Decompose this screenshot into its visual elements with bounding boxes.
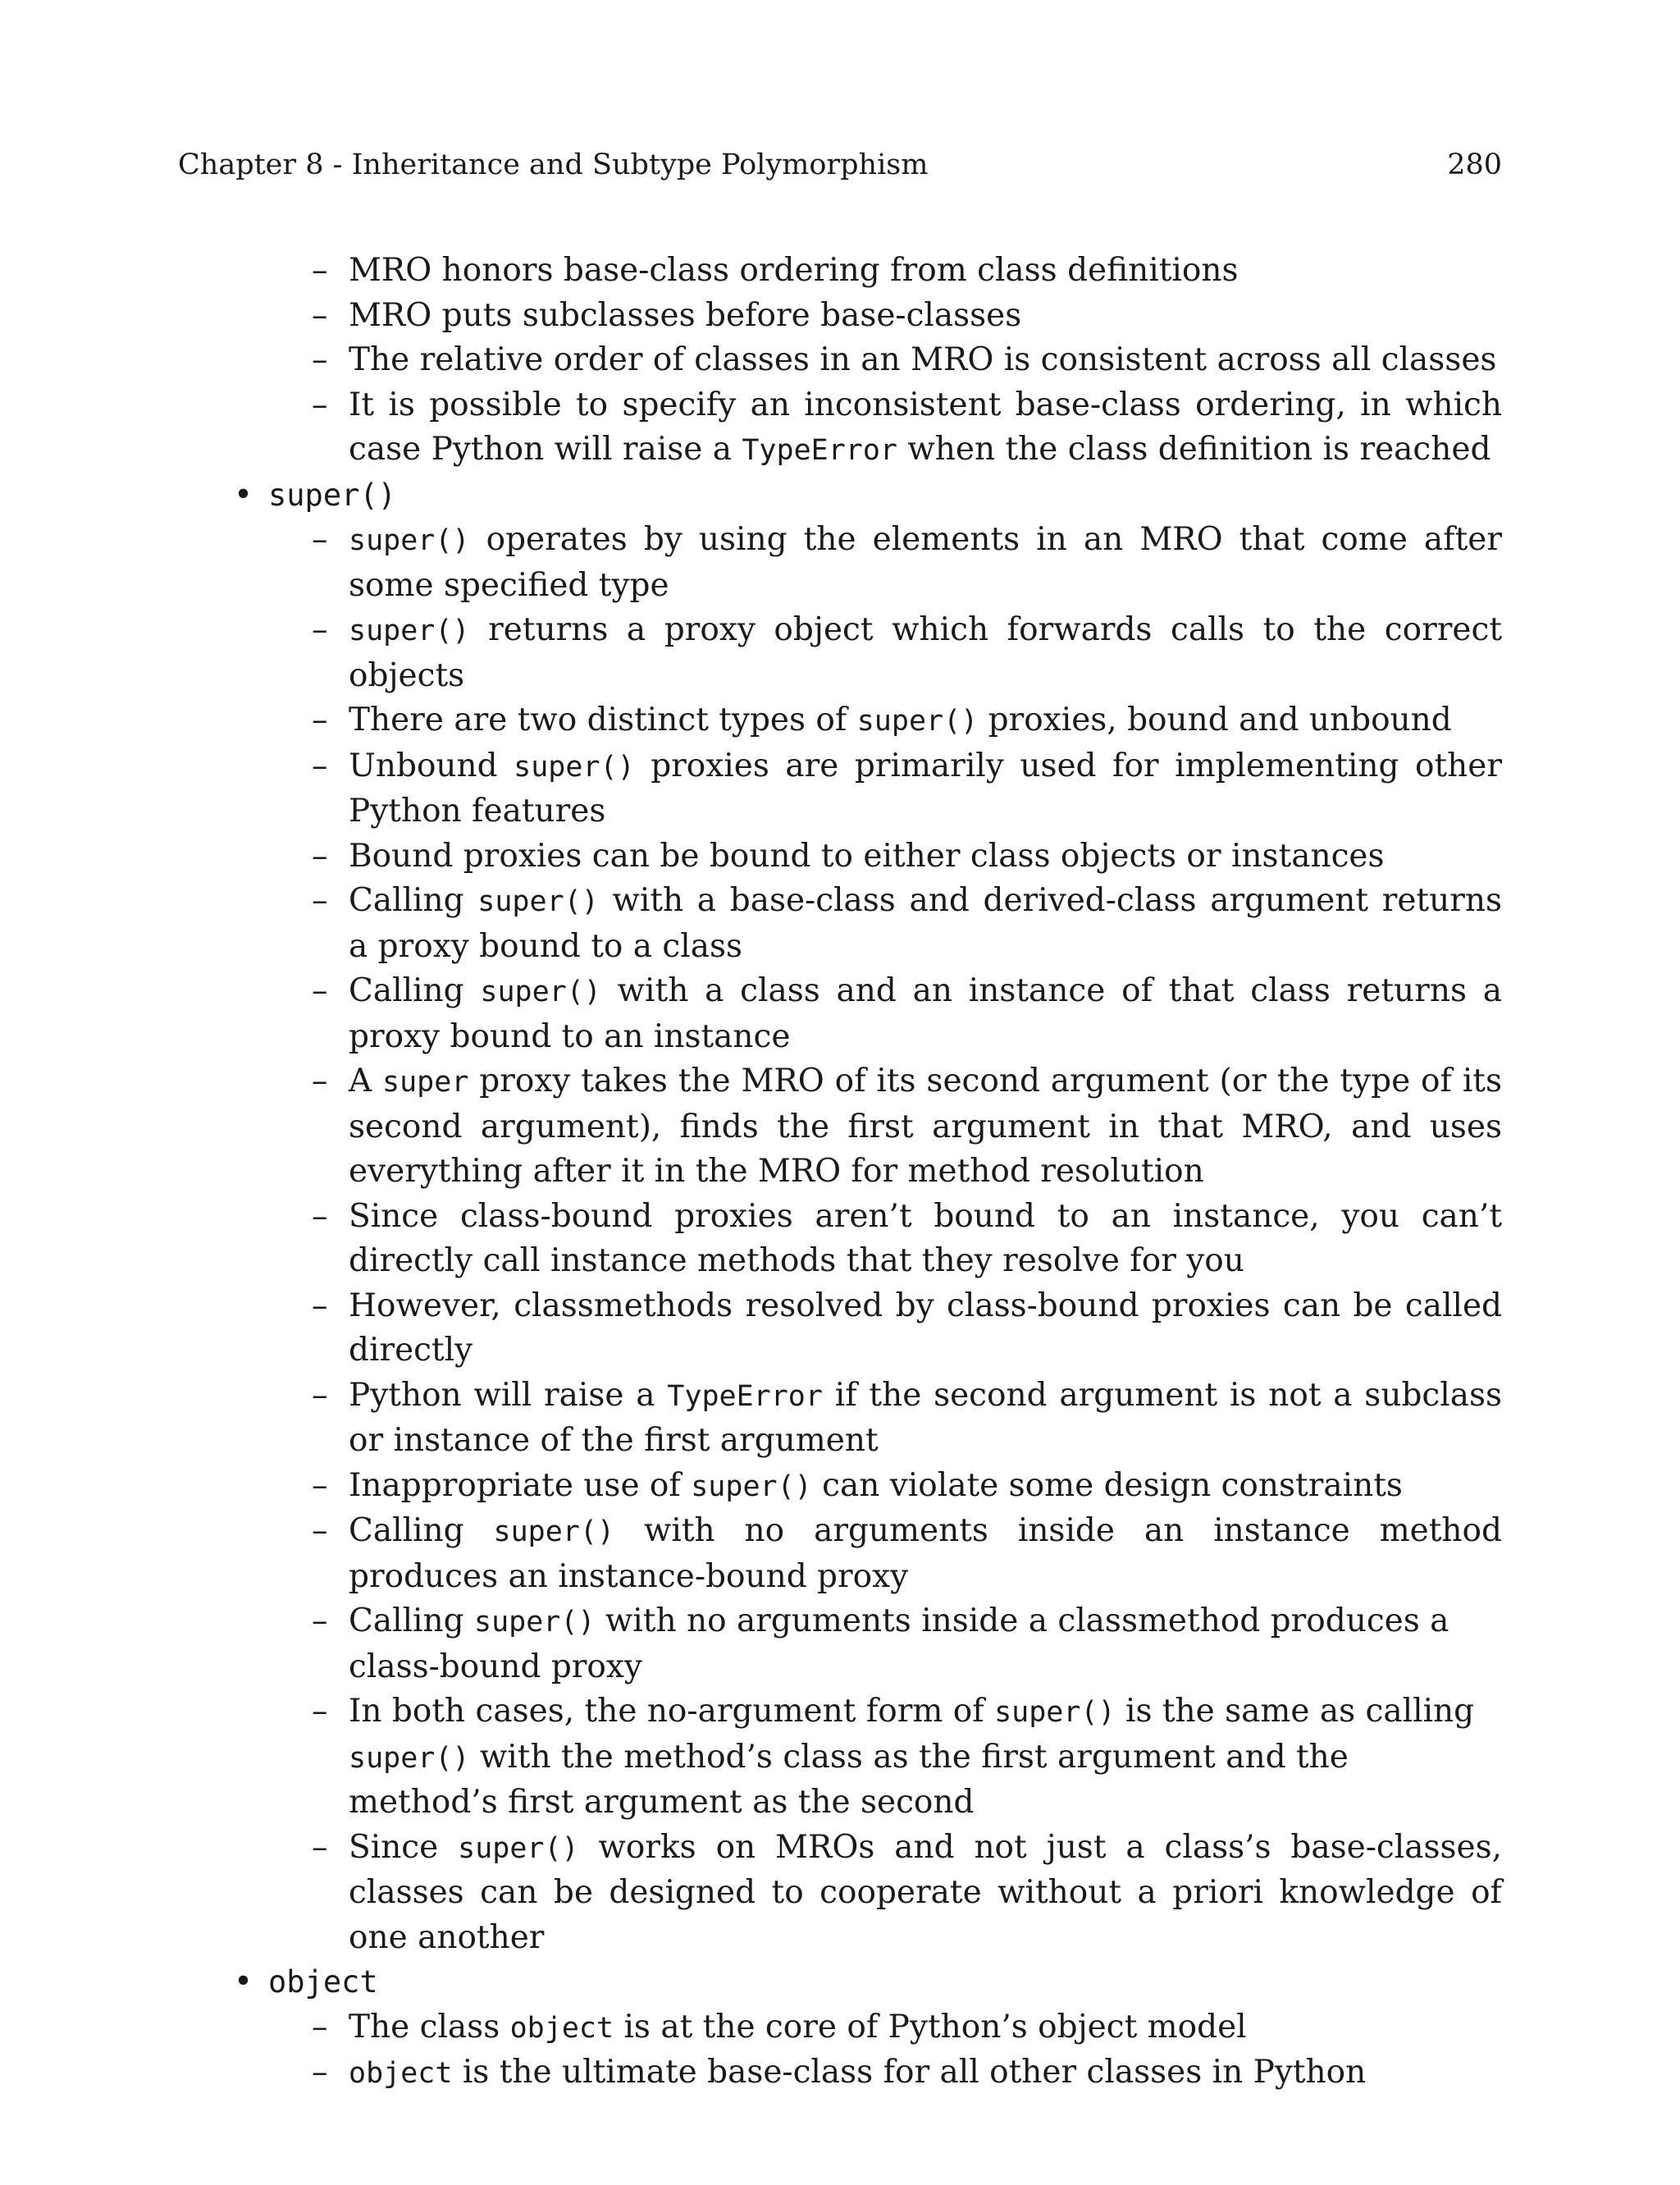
section-heading [234,1960,1502,2005]
item-text: Calling [349,1602,474,1639]
inline-code: super() [349,615,470,647]
dash-bullet-icon: – [312,2008,328,2046]
list-item [234,1689,1502,1826]
dash-bullet-icon: – [312,1466,328,1504]
inline-code: super() [480,976,601,1008]
inline-code: super() [477,885,599,918]
section-object [234,1960,1502,2096]
section-heading [234,473,1502,519]
chapter-title: Chapter 8 - Inheritance and Subtype Polymorphism [178,149,929,181]
list-item [234,2005,1502,2051]
dash-bullet-icon: – [312,1693,328,1730]
dash-bullet-icon: – [312,2054,328,2091]
inline-code: super() [856,705,979,738]
list-item [234,383,1502,473]
page-number: 280 [1447,149,1502,181]
inline-code: super [382,1066,469,1099]
section-super [234,473,1502,1961]
item-text: proxies, bound and unbound [978,702,1452,738]
inline-code: TypeError [667,1379,823,1413]
item-text: Calling [349,882,478,919]
item-text: Calling [349,972,481,1009]
item-text: if the second argument is not a subclass or instance of the first argument [349,1376,1502,1459]
item-text: operates by using the elements in an MRO that come after some specified type [349,521,1502,604]
item-text: with no arguments inside a classmethod produces a class-bound proxy [349,1602,1449,1685]
dash-bullet-icon: – [312,296,328,334]
item-text: MRO puts subclasses before base-classes [349,296,1022,334]
dash-bullet-icon: – [312,972,328,1009]
item-text: Python will raise a [349,1376,668,1414]
mro-sublist [234,249,1502,473]
section-title: object [268,1964,378,2000]
dash-bullet-icon: – [312,341,328,378]
item-text: Since class-bound proxies aren’t bound to an instance, you can’t directly call instance methods that they resolve for you [349,1197,1502,1279]
item-text: The relative order of classes in an MRO is consistent across all classes [349,341,1497,378]
inline-code: super() [349,524,470,557]
dash-bullet-icon: – [312,1197,328,1235]
dash-bullet-icon: – [312,882,328,919]
dash-bullet-icon: – [312,1602,328,1639]
inline-code: super() [474,1606,596,1639]
list-item [234,698,1502,744]
item-text: The class [349,2008,510,2046]
list-item [234,744,1502,834]
item-text: works on MROs and not just a class’s base-classes, classes can be designed to cooperate without a priori knowledge of one another [349,1828,1502,1956]
inline-code: object [349,2057,453,2090]
section-title: super() [268,477,396,513]
list-item [234,294,1502,339]
running-header [178,144,1502,185]
item-text: Since [349,1828,459,1866]
item-text: Unbound [349,747,514,784]
item-text: is the ultimate base-class for all other classes in Python [452,2054,1367,2091]
list-item [234,518,1502,608]
item-text: Calling [349,1512,494,1549]
list-item [234,249,1502,294]
item-text: can violate some design constraints [811,1466,1403,1504]
list-item [234,1599,1502,1689]
list-item [234,1464,1502,1510]
dash-bullet-icon: – [312,252,328,289]
item-text: Bound proxies can be bound to either class objects or instances [349,837,1385,875]
item-text: with no arguments inside an instance method produces an instance-bound proxy [349,1512,1502,1595]
item-text: In both cases, the no-argument form of [349,1693,995,1730]
dash-bullet-icon: – [312,1376,328,1414]
list-item [234,1826,1502,1961]
dash-bullet-icon: – [312,611,328,648]
item-text: returns a proxy object which forwards calls to the correct objects [349,611,1502,694]
dash-bullet-icon: – [312,1287,328,1324]
dash-bullet-icon: – [312,521,328,558]
inline-code: super() [458,1831,579,1865]
bullet-icon: • [234,476,253,514]
inline-code: super() [514,750,635,784]
item-text: MRO honors base-class ordering from class definitions [349,252,1239,289]
item-text: proxy takes the MRO of its second argument (or the type of its second argument), finds the first argument in that MRO, and uses everything after it in the MRO for method resolution [349,1063,1502,1190]
list-item [234,879,1502,969]
inline-code: super() [994,1696,1116,1729]
list-item [234,608,1502,698]
item-text: However, classmethods resolved by class-bound proxies can be called directly [349,1287,1502,1369]
list-item [234,1059,1502,1195]
item-text: A [349,1063,383,1099]
list-item [234,1509,1502,1599]
item-text: proxies are primarily used for implementing other Python features [349,747,1502,830]
list-item [234,834,1502,880]
item-text: is at the core of Python’s object model [614,2008,1247,2046]
dash-bullet-icon: – [312,837,328,875]
dash-bullet-icon: – [312,386,328,423]
item-text: Inappropriate use of [349,1466,692,1504]
list-item [234,1284,1502,1374]
item-text: It is possible to specify an inconsistent base-class ordering, in which case Python will raise a [349,386,1502,468]
item-text: with a class and an instance of that class returns a proxy bound to an instance [349,972,1502,1055]
dash-bullet-icon: – [312,1063,328,1099]
list-item [234,969,1502,1059]
inline-code: TypeError [742,434,898,467]
dash-bullet-icon: – [312,747,328,784]
item-text: There are two distinct types of [349,702,857,738]
dash-bullet-icon: – [312,1828,328,1866]
list-item [234,1374,1502,1464]
summary-list [234,249,1502,2096]
dash-bullet-icon: – [312,1512,328,1549]
dash-bullet-icon: – [312,702,328,738]
inline-code: super() [493,1515,615,1548]
item-text: with a base-class and derived-class argument returns a proxy bound to a class [349,882,1502,965]
item-text: with the method’s class as the first argument and the method’s first argument as the second [349,1738,1349,1821]
item-text: is the same as calling [1115,1693,1475,1730]
inline-code: super() [349,1741,470,1775]
list-item [234,1195,1502,1284]
list-item [234,2050,1502,2096]
inline-code: object [509,2011,614,2045]
item-text: when the class definition is reached [897,431,1491,468]
bullet-icon: • [234,1963,253,2000]
list-item [234,338,1502,383]
sections-list [234,473,1502,2096]
inline-code: super() [691,1470,812,1503]
